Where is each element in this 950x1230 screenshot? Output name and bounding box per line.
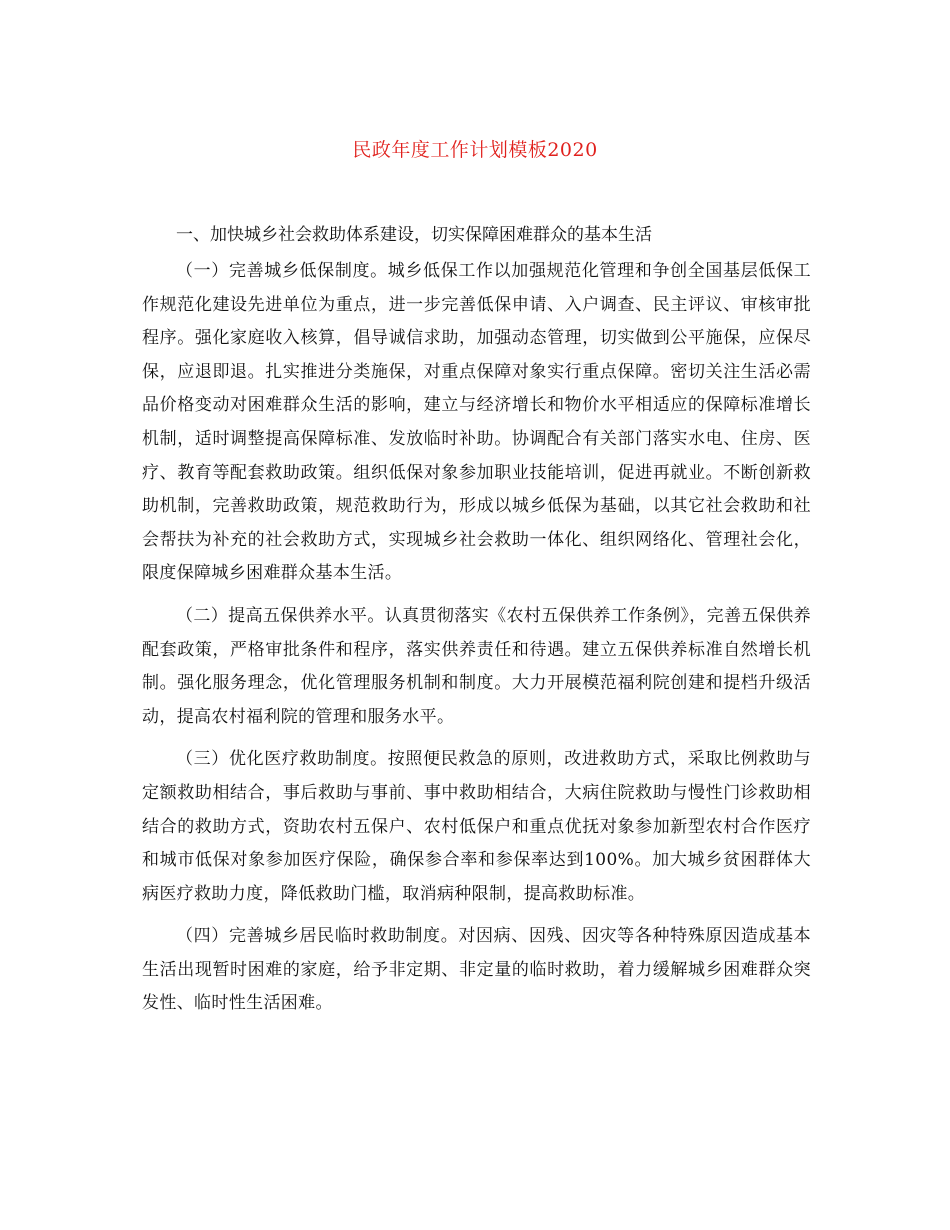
paragraph-medical-assistance: [142, 743, 811, 911]
paragraph-lead: （四）完善城乡居民临时救助制度。: [176, 926, 459, 947]
paragraph-temporary-assistance: [142, 920, 811, 1021]
paragraph-text: 认真贯彻落实《农村五保供养工作条例》，完善五保供养配套政策，严格审批条件和程序，落实供养责任和待遇。建立五保供养标准自然增长机制。强化服务理念，优化管理服务机制和制度。大力开展模范福利院创建和提档升级活动，提高农村福利院的管理和服务水平。: [142, 605, 811, 727]
paragraph-text: 城乡低保工作以加强规范化管理和争创全国基层低保工作规范化建设先进单位为重点，进一步完善低保申请、入户调查、民主评议、审核审批程序。强化家庭收入核算，倡导诚信求助，加强动态管理，切实做到公平施保，应保尽保，应退即退。扎实推进分类施保，对重点保障对象实行重点保障。密切关注生活必需品价格变动对困难群众生活的影响，建立与经济增长和物价水平相适应的保障标准增长机制，适时调整提高保障标准、发放临时补助。协调配合有关部门落实水电、住房、医疗、教育等配套救助政策。组织低保对象参加职业技能培训，促进再就业。不断创新救助机制，完善救助政策，规范救助行为，形成以城乡低保为基础，以其它社会救助和社会帮扶为补充的社会救助方式，实现城乡社会救助一体化、组织网络化、管理社会化，限度保障城乡困难群众基本生活。: [142, 261, 811, 584]
paragraph-lead: （一）完善城乡低保制度。: [176, 261, 388, 281]
paragraph-text: 对因病、因残、因灾等各种特殊原因造成基本生活出现暂时困难的家庭，给予非定期、非定量的临时救助，着力缓解城乡困难群众突发性、临时性生活困难。: [142, 926, 811, 1014]
paragraph-urban-rural-subsistence: [142, 255, 811, 591]
paragraph-lead: （二）提高五保供养水平。: [176, 605, 385, 626]
section-heading: 一、加快城乡社会救助体系建设，切实保障困难群众的基本生活: [176, 225, 652, 245]
paragraph-lead: （三）优化医疗救助制度。: [176, 749, 388, 770]
document-body: [142, 219, 811, 1030]
document-title: 民政年度工作计划模板2020: [352, 139, 598, 161]
paragraph-five-guarantees: [142, 600, 811, 734]
paragraph-text: 按照便民救急的原则，改进救助方式，采取比例救助与定额救助相结合，事后救助与事前、事中救助相结合，大病住院救助与慢性门诊救助相结合的救助方式，资助农村五保户、农村低保户和重点优抚对象参加新型农村合作医疗和城市低保对象参加医疗保险，确保参合率和参保率达到100%。加大城乡贫困群体大病医疗救助力度，降低救助门槛，取消病种限制，提高救助标准。: [142, 749, 811, 904]
